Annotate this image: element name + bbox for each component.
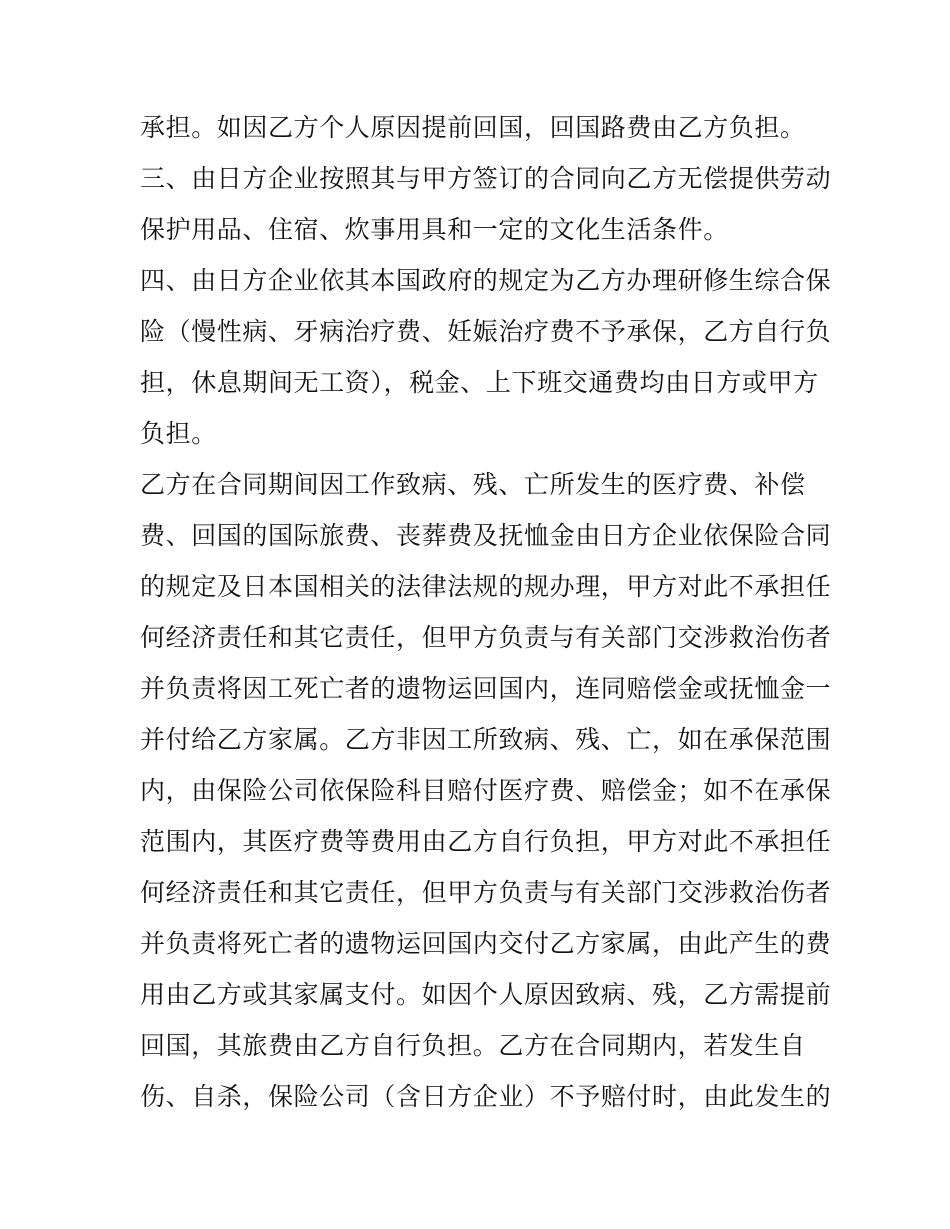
text-line: 三、由日方企业按照其与甲方签订的合同向乙方无偿提供劳动 — [140, 164, 832, 193]
text-line: 何经济责任和其它责任，但甲方负责与有关部门交涉救治伤者 — [140, 623, 832, 652]
text-line: 并负责将死亡者的遗物运回国内交付乙方家属，由此产生的费 — [140, 929, 832, 958]
text-line: 何经济责任和其它责任，但甲方负责与有关部门交涉救治伤者 — [140, 878, 832, 907]
text-line: 并负责将因工死亡者的遗物运回国内，连同赔偿金或抚恤金一 — [140, 674, 832, 703]
text-line: 四、由日方企业依其本国政府的规定为乙方办理研修生综合保 — [140, 266, 832, 295]
text-line: 承担。如因乙方个人原因提前回国，回国路费由乙方负担。 — [140, 113, 806, 142]
text-line: 险（慢性病、牙病治疗费、妊娠治疗费不予承保，乙方自行负 — [140, 317, 832, 346]
text-line: 的规定及日本国相关的法律法规的规办理，甲方对此不承担任 — [140, 572, 832, 601]
text-line: 用由乙方或其家属支付。如因个人原因致病、残，乙方需提前 — [140, 980, 832, 1009]
text-line: 范围内，其医疗费等费用由乙方自行负担，甲方对此不承担任 — [140, 827, 832, 856]
text-line: 担，休息期间无工资），税金、上下班交通费均由日方或甲方 — [140, 368, 819, 397]
text-line: 乙方在合同期间因工作致病、残、亡所发生的医疗费、补偿 — [140, 470, 806, 499]
text-line: 保护用品、住宿、炊事用具和一定的文化生活条件。 — [140, 215, 729, 244]
text-line: 并付给乙方家属。乙方非因工所致病、残、亡，如在承保范围 — [140, 725, 832, 754]
text-line: 内，由保险公司依保险科目赔付医疗费、赔偿金；如不在承保 — [140, 776, 832, 805]
text-line: 费、回国的国际旅费、丧葬费及抚恤金由日方企业依保险合同 — [140, 521, 832, 550]
text-line: 伤、自杀，保险公司（含日方企业）不予赔付时，由此发生的 — [140, 1082, 832, 1111]
text-line: 负担。 — [140, 419, 217, 448]
text-line: 回国，其旅费由乙方自行负担。乙方在合同期内，若发生自 — [140, 1031, 806, 1060]
